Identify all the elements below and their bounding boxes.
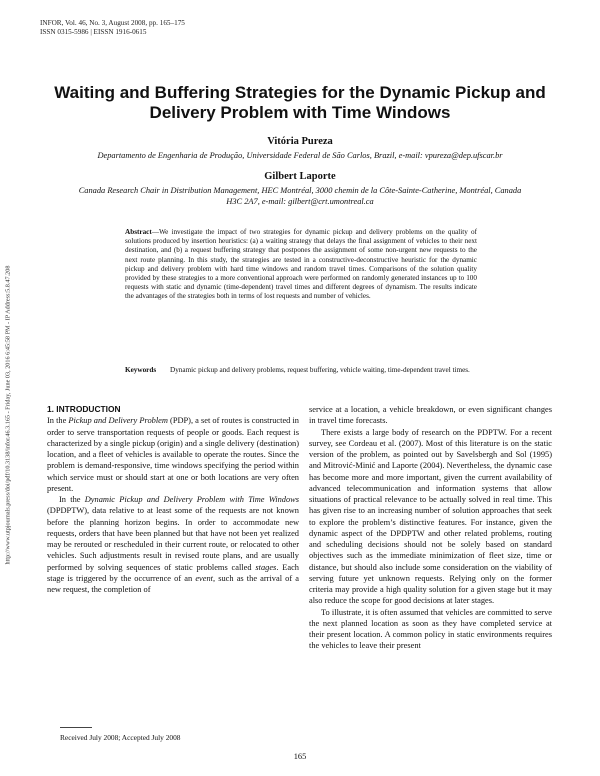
abstract [125,228,477,302]
keywords-text: Dynamic pickup and delivery problems, request buffering, vehicle waiting, time-dependent travel times. [170,366,470,374]
journal-issn: ISSN 0315-5986 | EISSN 1916-0615 [40,28,147,36]
paragraph: In the Dynamic Pickup and Delivery Problem with Time Windows (DPDPTW), data relative to at least some of the requests are not known before the planning horizon begins. In order to accommodate new requests, orders that have been planned but that have not been yet realized may be rerouted or rescheduled in their current route, or relocated to other vehicles. Such adjustments result in revised route plans, and are usually performed by solving sequences of static problems called stages. Each stage is triggered by the occurrence of an event, such as the arrival of a new request, the completion of [47,495,299,594]
journal-header [40,19,185,37]
author-affiliation: Canada Research Chair in Distribution Management, HEC Montréal, 3000 chemin de la Côte-Sainte-Catherine, Montréal, Canada H3C 2A7, e-mail: gilbert@crt.umontreal.ca [78,186,522,206]
abstract-text: —We investigate the impact of two strategies for dynamic pickup and delivery problems on the quality of solutions produced by insertion heuristics: (a) a waiting strategy that delays the final assignment of vehicles to their next destination, and (b) a request buffering strategy that postpones the assignment of some non-urgent new requests to the next route planning. In this study, the strategies are tested in a constructive-deconstructive heuristic for the dynamic pickup and delivery problem with hard time windows and random travel times. Comparisons of the solution quality provided by these strategies to a more conventional approach were performed on randomly generated instances up to 100 requests with static and dynamic (time-dependent) travel times and different degrees of dynamism. The results indicate the advantages of the strategies both in terms of lost requests and number of vehicles. [125,228,477,301]
page-number: 165 [293,752,307,761]
section-heading: 1. INTRODUCTION [47,404,121,414]
footnote-rule [60,727,92,728]
paper-title: Waiting and Buffering Strategies for the Dynamic Pickup and Delivery Problem with Time Windows [54,83,546,122]
received-date: Received July 2008; Accepted July 2008 [60,733,181,742]
abstract-label: Abstract [125,228,152,236]
paragraph: In the Pickup and Delivery Problem (PDP), a set of routes is constructed in order to serve transportation requests of people or goods. Each request is characterized by a single pickup (origin) and a single delivery (destination) location, and a fleet of vehicles is available to operate the routes. Since the problem is demand-responsive, time windows specifying the period within which service must or should start at one or both locations are very often present. [47,416,299,493]
paragraph: service at a location, a vehicle breakdown, or even significant changes in travel time forecasts. [309,405,552,426]
keywords-label: Keywords [125,366,157,374]
author-name: Vitória Pureza [267,136,333,147]
author-name: Gilbert Laporte [264,171,336,182]
journal-citation: INFOR, Vol. 46, No. 3, August 2008, pp. 165–175 [40,19,185,27]
right-column [309,404,552,652]
paragraph: There exists a large body of research on the PDPTW. For a recent survey, see Cordeau et al. (2007). Most of this literature is on the static version of the problem, as pointed out by Savelsbergh and Sol (1995) and Mitrović-Minić and Laporte (2004). Nevertheless, the dynamic case has become more and more important, given the current availability of advanced telecommunication and information systems that allow situations of practical relevance to be actually solved in real time. This has given rise to an increasing number of solution approaches that seek to explore the problem’s distinctive features. For instance, given the dynamic aspect of the DPDPTW and other related problems, routing and scheduling decisions should not be solely based on standard objectives such as the immediate minimization of fleet size, time or distance, but should also include some consideration on the viability of serving future yet unknown requests. Relying only on the former criteria may provide a high quality solution for a given stage but it may also reduce the scope for good decisions at later stages. [309,427,552,606]
keywords [125,366,477,375]
left-column [47,404,299,595]
download-watermark [2,210,14,620]
paragraph: To illustrate, it is often assumed that vehicles are committed to serve the next planned location as soon as they have completed service at their present location. A common policy in static environments requires the vehicles to leave their present [309,607,552,651]
download-watermark-text: http://www.utpjournals.press/doi/pdf/10.3138/infor.46.3.165 - Friday, June 03, 2016 6:45:58 PM - IP Address:5.8.47.208 [4,265,12,565]
author-affiliation: Departamento de Engenharia de Produção, Universidade Federal de São Carlos, Brazil, e-mail: vpureza@dep.ufscar.br [97,151,503,160]
